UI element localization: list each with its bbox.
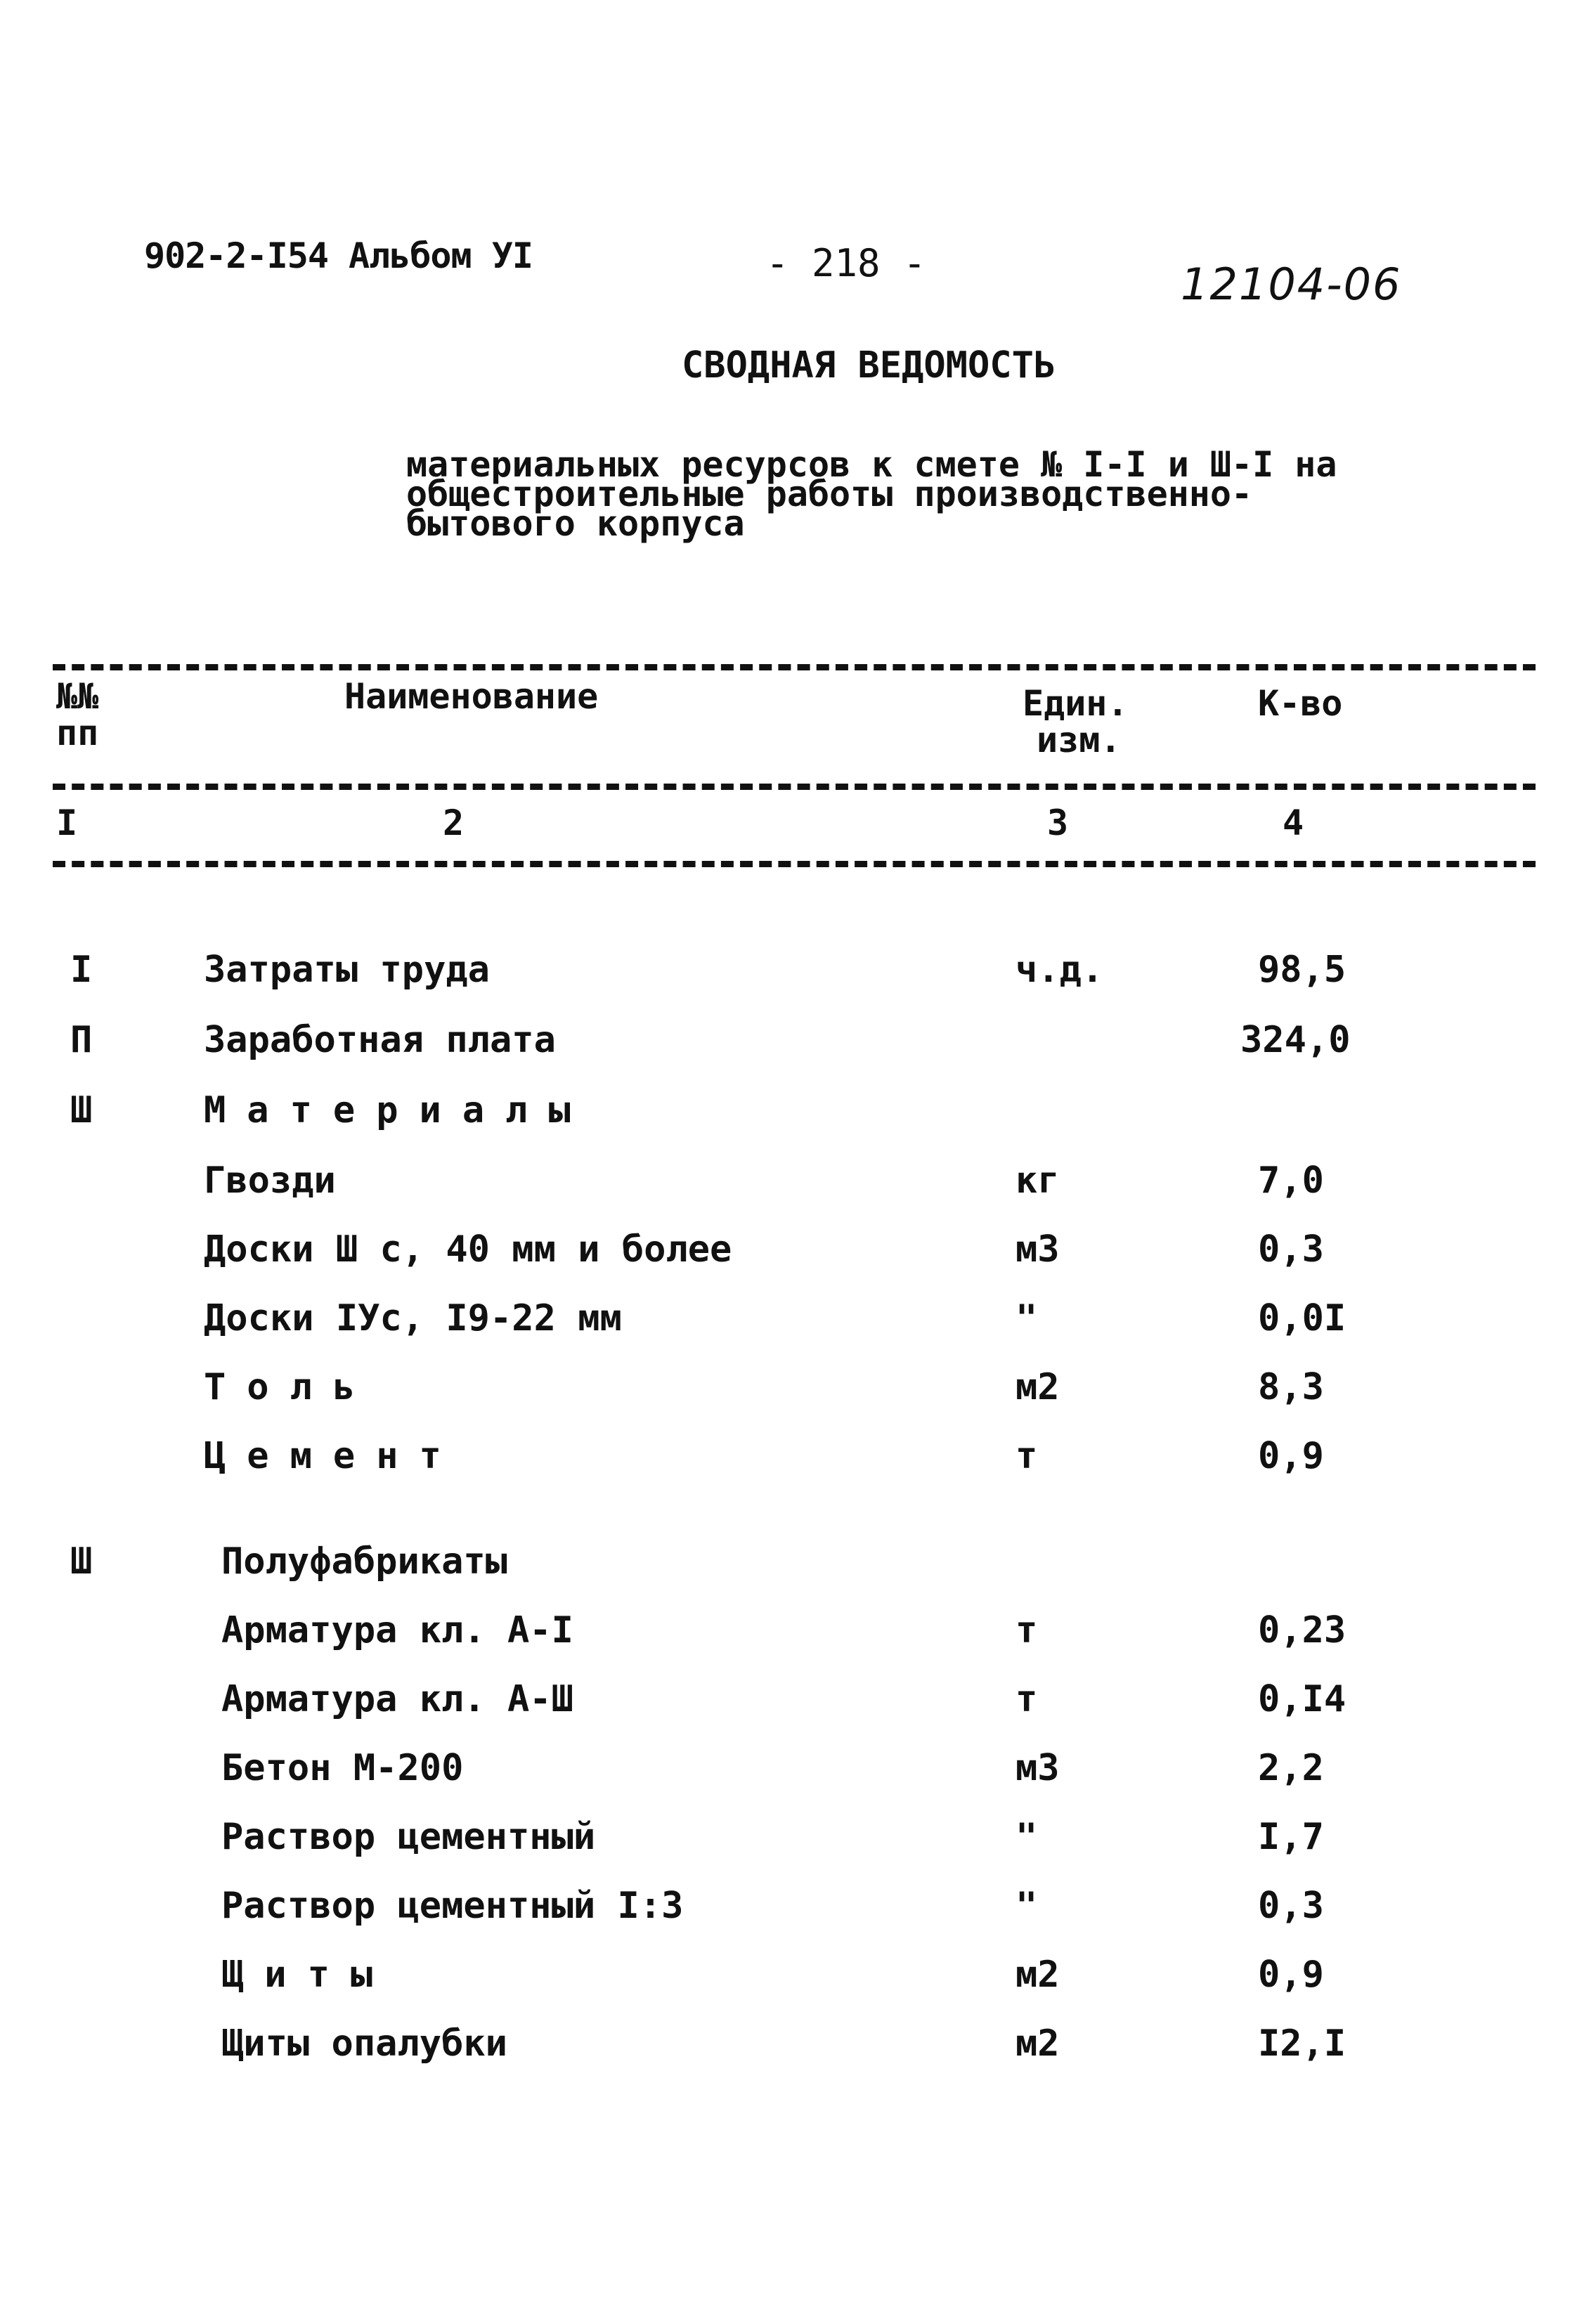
row-num: Ш [70, 1540, 93, 1583]
row-qty: 2,2 [1258, 1747, 1324, 1789]
table-row [0, 1435, 1577, 1491]
table-row [0, 1540, 1577, 1597]
table-row [0, 1816, 1577, 1872]
row-qty: 0,3 [1258, 1885, 1324, 1927]
header-rule [53, 784, 1536, 790]
row-name: Гвозди [204, 1160, 336, 1202]
row-qty: 0,9 [1258, 1435, 1324, 1477]
row-unit: т [1015, 1609, 1038, 1651]
table-row [0, 1019, 1577, 1075]
row-name: Материалы [204, 1089, 592, 1131]
row-unit: " [1015, 1816, 1038, 1858]
header-unit-line1: Един. [1023, 683, 1129, 724]
subtitle-line: бытового корпуса [406, 503, 745, 544]
row-name: Щиты опалубки [221, 2023, 507, 2065]
header-num-line2: пп [56, 713, 99, 753]
row-name: Щиты [221, 1954, 394, 1996]
table-row [0, 1747, 1577, 1803]
table-top-rule [53, 664, 1536, 670]
row-name: Арматура кл. А-Ш [221, 1678, 573, 1720]
col-number-3: 3 [1047, 803, 1069, 843]
row-unit: " [1015, 1885, 1038, 1927]
header-unit-line2: изм. [1037, 720, 1122, 760]
row-num: П [70, 1019, 93, 1061]
row-name: Раствор цементный I:3 [221, 1885, 684, 1927]
row-qty: 0,23 [1258, 1609, 1346, 1651]
row-num: Ш [70, 1089, 93, 1131]
row-qty: I2,I [1258, 2023, 1346, 2065]
subtitle-line: общестроительные работы производственно- [406, 474, 1253, 514]
table-row [0, 1160, 1577, 1216]
row-unit: кг [1015, 1160, 1060, 1202]
table-row [0, 1089, 1577, 1145]
table-row [0, 1609, 1577, 1666]
table-row [0, 1297, 1577, 1353]
header-num-line1: №№ [56, 676, 99, 717]
row-name: Раствор цементный [221, 1816, 596, 1858]
row-unit: м3 [1015, 1228, 1060, 1271]
row-qty: 0,9 [1258, 1954, 1324, 1996]
row-qty: 324,0 [1240, 1019, 1351, 1061]
table-row [0, 1678, 1577, 1734]
document-code: 902-2-I54 Альбом УI [144, 235, 533, 276]
header-qty: К-во [1258, 683, 1343, 724]
header-unit [1023, 685, 1129, 758]
col-number-4: 4 [1283, 803, 1304, 843]
row-qty: 0,0I [1258, 1297, 1346, 1339]
table-row [0, 949, 1577, 1005]
row-name: Бетон М-200 [221, 1747, 464, 1789]
table-row [0, 1954, 1577, 2010]
row-qty: 98,5 [1258, 949, 1346, 991]
header-num [56, 678, 98, 751]
row-qty: 0,I4 [1258, 1678, 1346, 1720]
row-name: Затраты труда [204, 949, 490, 991]
numbers-rule [53, 861, 1536, 867]
row-unit: " [1015, 1297, 1038, 1339]
row-name: Заработная плата [204, 1019, 556, 1061]
row-qty: 0,3 [1258, 1228, 1324, 1271]
col-number-1: I [56, 803, 78, 843]
row-unit: м3 [1015, 1747, 1060, 1789]
table-row [0, 1228, 1577, 1285]
row-name: Арматура кл. А-I [221, 1609, 573, 1651]
row-name: Доски Ш с, 40 мм и более [204, 1228, 732, 1271]
row-unit: м2 [1015, 2023, 1060, 2065]
row-unit: м2 [1015, 1954, 1060, 1996]
row-unit: т [1015, 1678, 1038, 1720]
table-row [0, 1366, 1577, 1422]
table-row [0, 1885, 1577, 1941]
header-name: Наименование [344, 676, 599, 717]
row-name: Доски IУс, I9-22 мм [204, 1297, 622, 1339]
subtitle-line: материальных ресурсов к смете № I-I и Ш-I на [406, 444, 1337, 485]
row-unit: ч.д. [1015, 949, 1104, 991]
page-number: - 218 - [766, 241, 926, 285]
row-name: Полуфабрикаты [221, 1540, 507, 1583]
document-subtitle [406, 444, 1337, 544]
row-name: Толь [204, 1366, 377, 1408]
row-num: I [70, 949, 93, 991]
row-unit: м2 [1015, 1366, 1060, 1408]
handwritten-number: 12104-06 [1181, 259, 1402, 310]
row-unit: т [1015, 1435, 1038, 1477]
document-title: СВОДНАЯ ВЕДОМОСТЬ [682, 344, 1056, 387]
table-row [0, 2023, 1577, 2079]
row-qty: 7,0 [1258, 1160, 1324, 1202]
col-number-2: 2 [443, 803, 465, 843]
row-qty: 8,3 [1258, 1366, 1324, 1408]
row-name: Цемент [204, 1435, 462, 1477]
row-qty: I,7 [1258, 1816, 1324, 1858]
